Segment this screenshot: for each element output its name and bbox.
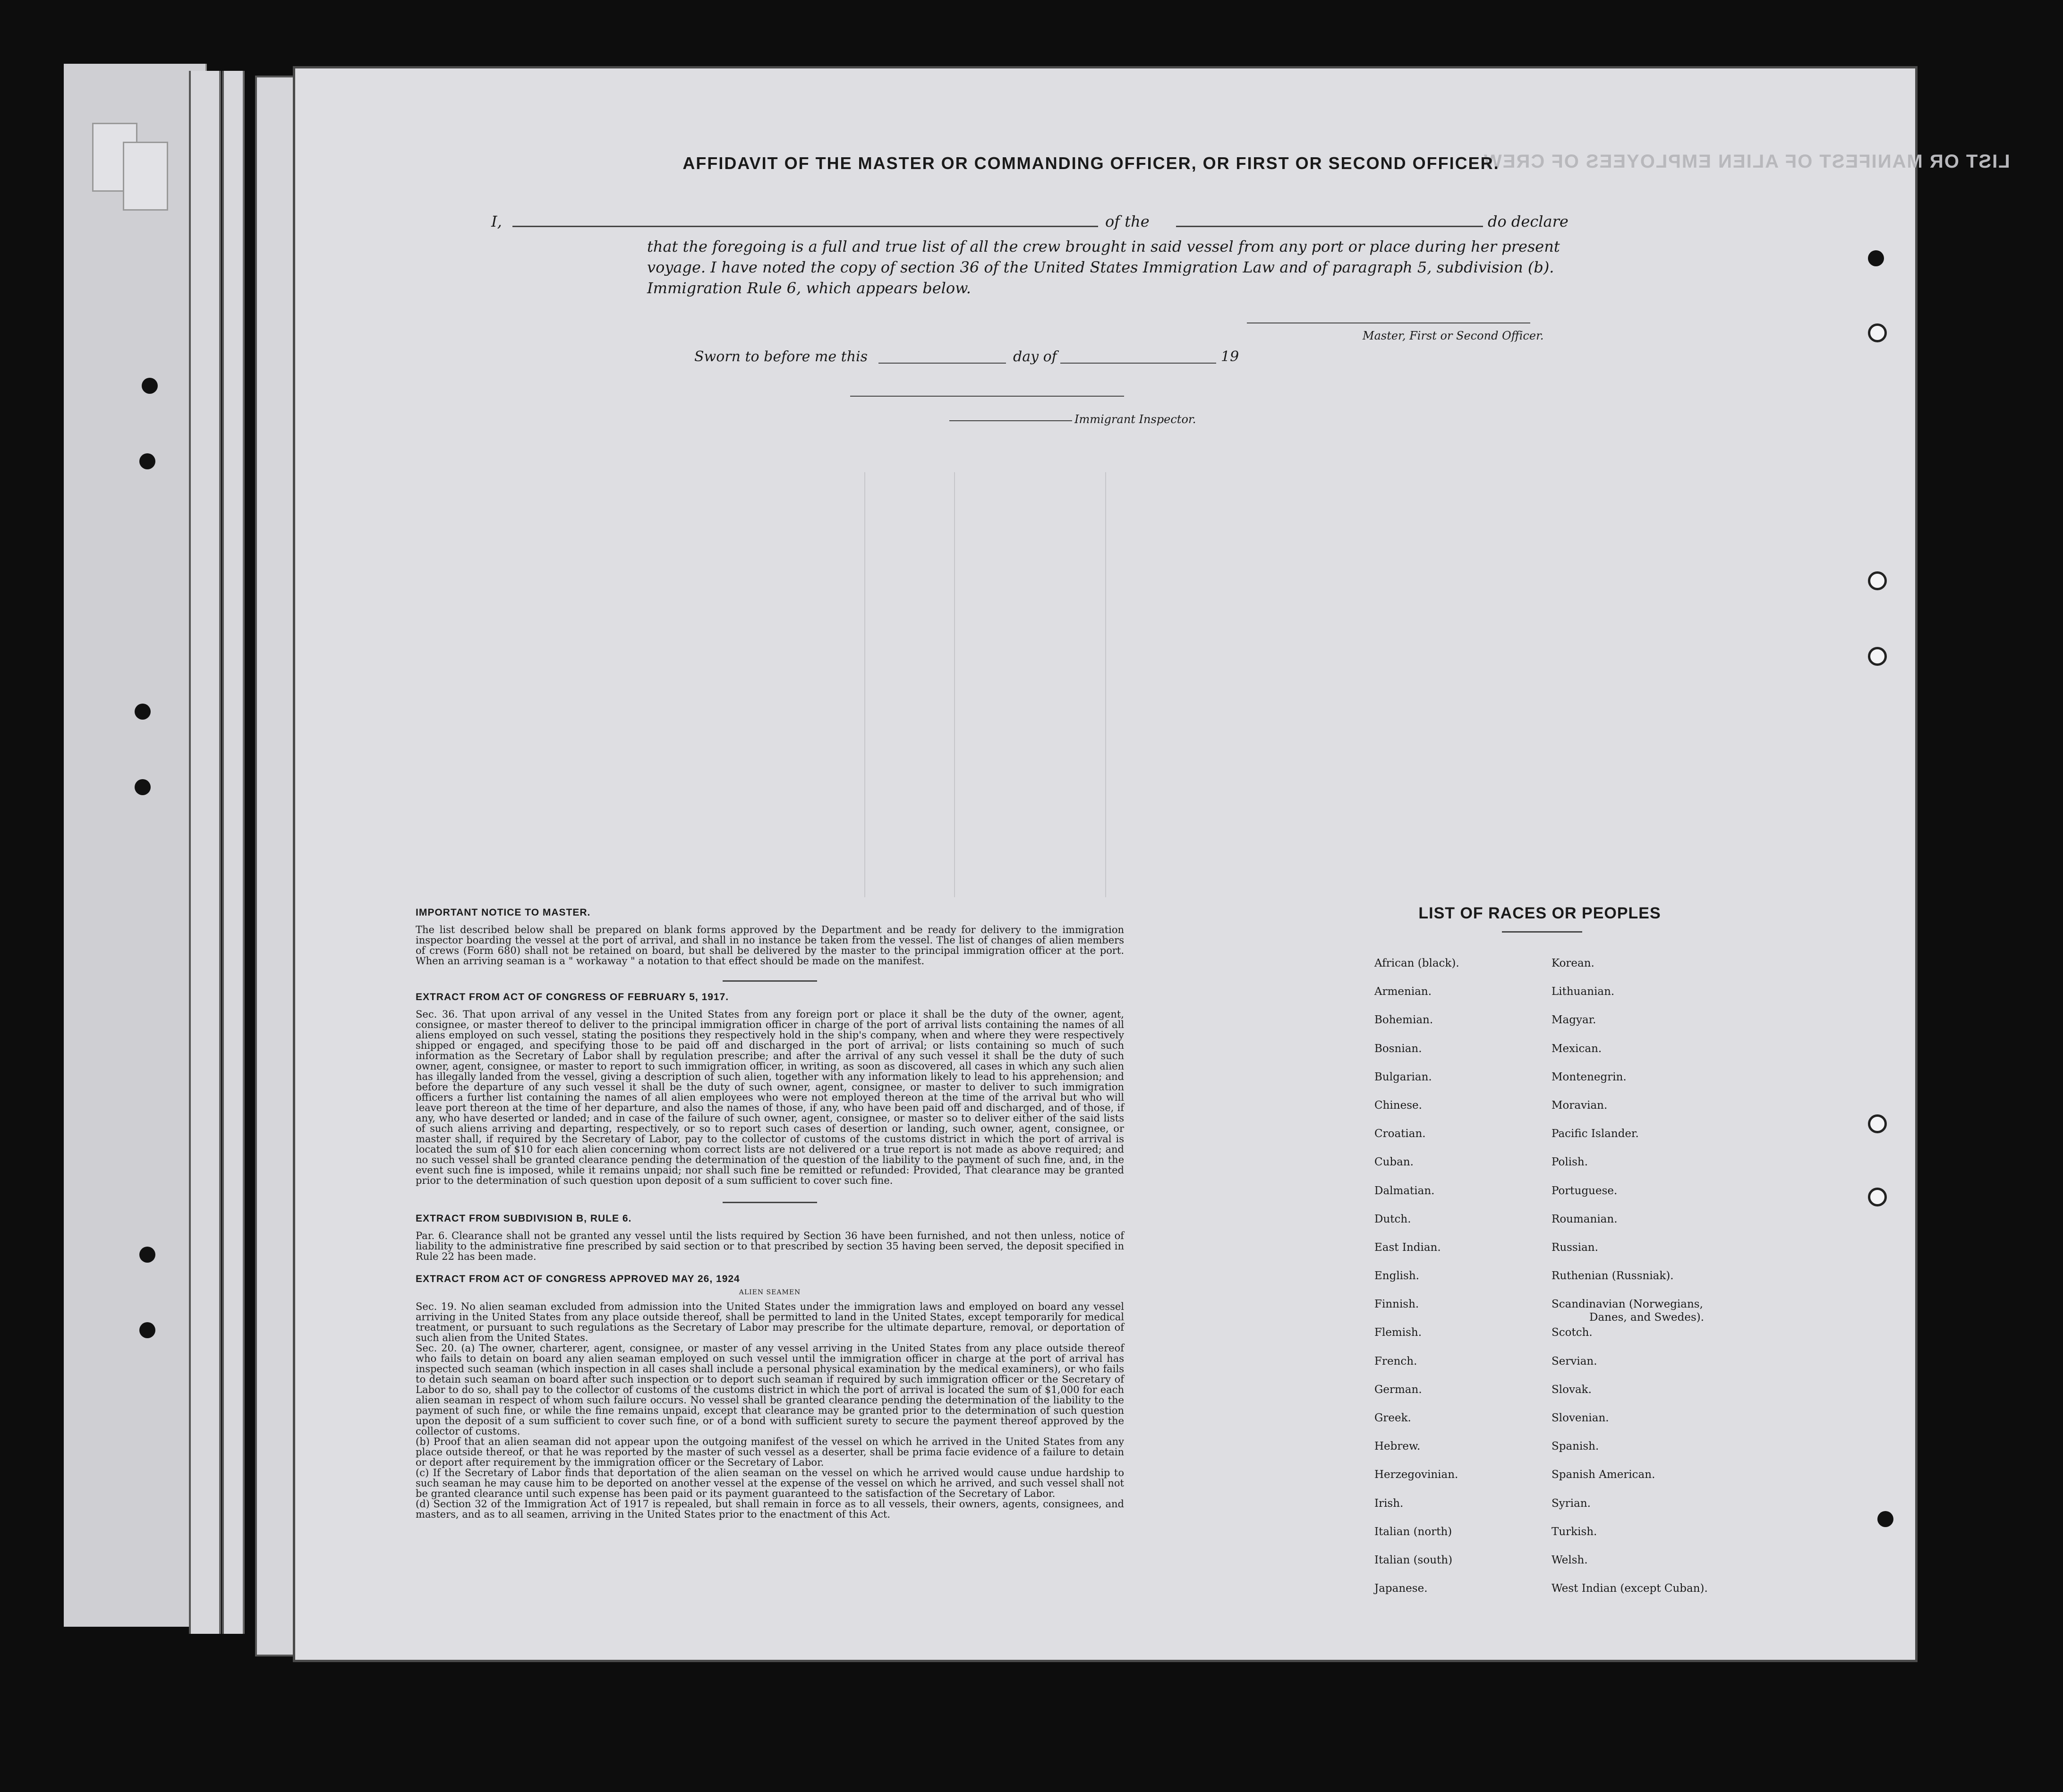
race-item: Herzegovinian. bbox=[1374, 1469, 1458, 1481]
extract-1917-title: EXTRACT FROM ACT OF CONGRESS OF FEBRUARY 5, 1917. bbox=[416, 992, 729, 1002]
race-item: Moravian. bbox=[1552, 1099, 1608, 1112]
binding-hole bbox=[135, 704, 151, 720]
races-title: LIST OF RACES OR PEOPLES bbox=[1418, 904, 1661, 922]
race-item: Syrian. bbox=[1552, 1497, 1591, 1510]
extract-1924-sec20d: (d) Section 32 of the Immigration Act of 1917 is repealed, but shall remain in force as to all vessels, their owners, agents, consignees, and masters, and as to all seamen, arriving in the United States prior to the enactment of this Act. bbox=[416, 1498, 1124, 1520]
ruling-line bbox=[954, 472, 955, 897]
race-item: Slovenian. bbox=[1552, 1412, 1609, 1424]
bleed-through-title: LIST OR MANIFEST OF ALIEN EMPLOYEES OF CREW bbox=[1483, 151, 2010, 172]
important-notice bbox=[416, 908, 1124, 1520]
race-item: Korean. bbox=[1552, 957, 1594, 969]
extract-1924-title: EXTRACT FROM ACT OF CONGRESS APPROVED MAY 26, 1924 bbox=[416, 1274, 740, 1284]
race-item: Bosnian. bbox=[1374, 1042, 1422, 1055]
affidavit-title: AFFIDAVIT OF THE MASTER OR COMMANDING OFFICER, OR FIRST OR SECOND OFFICER. bbox=[682, 153, 1500, 173]
races-right-column bbox=[1552, 956, 1708, 1610]
do-declare-label: do declare bbox=[1488, 212, 1569, 230]
affidavit-line: voyage. I have noted the copy of section 36 of the United States Immigration Law and of paragraph 5, subdivision (b). bbox=[647, 258, 1554, 276]
extract-1924-sec20b: (b) Proof that an alien seaman did not appear upon the outgoing manifest of the vessel on which he arrived in the United States from any place outside thereof, or that he was reported by the master of such vessel as a deserter, shall be prima facie evidence of a failure to detain or deport after requirement by the immigration officer or the Secretary of Labor. bbox=[416, 1436, 1124, 1468]
inspector-signature-line[interactable] bbox=[850, 396, 1124, 397]
race-item: Slovak. bbox=[1552, 1383, 1592, 1396]
race-item: Polish. bbox=[1552, 1156, 1588, 1169]
race-item: Servian. bbox=[1552, 1355, 1597, 1367]
binding-hole bbox=[1868, 647, 1887, 666]
race-item: Armenian. bbox=[1374, 985, 1432, 998]
ruling-line bbox=[864, 472, 865, 897]
vessel-name-line[interactable] bbox=[1176, 226, 1483, 227]
race-item: Ruthenian (Russniak). bbox=[1552, 1270, 1674, 1282]
sheet-tab bbox=[123, 142, 168, 211]
race-item-continuation: Danes, and Swedes). bbox=[1589, 1311, 1705, 1324]
extract-1924-subtitle: ALIEN SEAMEN bbox=[739, 1289, 801, 1296]
race-item: Spanish. bbox=[1552, 1440, 1599, 1453]
sworn-label: Sworn to before me this bbox=[694, 348, 868, 365]
race-item: Pacific Islander. bbox=[1552, 1128, 1639, 1140]
race-item: Chinese. bbox=[1374, 1099, 1422, 1112]
divider bbox=[723, 980, 817, 982]
race-item: Flemish. bbox=[1374, 1326, 1422, 1339]
notice-title: IMPORTANT NOTICE TO MASTER. bbox=[416, 907, 591, 918]
race-item: Russian. bbox=[1552, 1241, 1598, 1254]
inspector-caption: Immigrant Inspector. bbox=[1074, 413, 1196, 426]
race-item: Welsh. bbox=[1552, 1554, 1588, 1566]
binding-hole bbox=[139, 1247, 155, 1263]
underlying-sheet-left bbox=[64, 64, 207, 1627]
race-item: Irish. bbox=[1374, 1497, 1404, 1510]
binding-hole bbox=[1868, 250, 1884, 266]
race-item: Japanese. bbox=[1374, 1582, 1428, 1595]
race-item: Hebrew. bbox=[1374, 1440, 1421, 1453]
race-item: Finnish. bbox=[1374, 1298, 1419, 1311]
race-item: Dutch. bbox=[1374, 1213, 1411, 1225]
extract-1924-sec20a: Sec. 20. (a) The owner, charterer, agent, consignee, or master of any vessel arriving in the United States from any place outside thereof who fails to detain on board any alien seaman employed on such vessel until the immigration officer in charge at the port of arrival has inspected such seaman (which inspection in all cases shall include a personal physical examination by the medical examiners), or who fails to detain such seaman on board after such inspection or to deport such seaman if required by such immigration officer or the Secretary of Labor to do so, shall pay to the collector of customs of the customs district in which the port of arrival is located the sum of $1,000 for each alien seaman in respect of whom such failure occurs. No vessel shall be granted clearance pending the determination of the liability to the payment of such fine, or while the fine remains unpaid, except that clearance may be granted prior to the determination of such question upon the deposit of a sum sufficient to cover such fine, or of a bond with sufficient surety to secure the payment thereof approved by the collector of customs. bbox=[416, 1342, 1124, 1437]
binding-hole bbox=[1868, 1188, 1887, 1206]
race-item: Magyar. bbox=[1552, 1014, 1596, 1027]
race-item: Bulgarian. bbox=[1374, 1070, 1432, 1083]
race-item: Scotch. bbox=[1552, 1326, 1593, 1339]
notice-text: The list described below shall be prepared on blank forms approved by the Department and be ready for delivery to the immigration inspector boarding the vessel at the port of arrival, and shall in no instance be taken from the vessel. The list of changes of alien members of crews (Form 680) shall not be retained on board, but shall be delivered by the master to the principal immigration officer at the port. When an arriving seaman is a " workaway " a notation to that effect should be made on the manifest. bbox=[416, 924, 1124, 967]
sworn-month-line[interactable] bbox=[1060, 363, 1216, 364]
race-item: Montenegrin. bbox=[1552, 1070, 1627, 1083]
binding-strip bbox=[222, 71, 245, 1634]
race-item: African (black). bbox=[1374, 957, 1459, 969]
race-item: Roumanian. bbox=[1552, 1213, 1618, 1225]
race-item: Italian (north) bbox=[1374, 1525, 1452, 1538]
race-item: Mexican. bbox=[1552, 1042, 1602, 1055]
binding-hole bbox=[1868, 323, 1887, 342]
sworn-day-line[interactable] bbox=[878, 363, 1006, 364]
race-item: English. bbox=[1374, 1270, 1419, 1282]
binding-hole bbox=[1868, 571, 1887, 590]
race-item: Turkish. bbox=[1552, 1525, 1597, 1538]
race-item: French. bbox=[1374, 1355, 1417, 1367]
binding-hole bbox=[142, 378, 158, 394]
extract-1917-text: Sec. 36. That upon arrival of any vessel in the United States from any foreign port or place it shall be the duty of the owner, agent, consignee, or master thereof to deliver to the principal immigration officer in charge of the port of arrival lists containing the names of all aliens employed on such vessel, stating the positions they respectively hold in the ship's company, when and where they were respectively shipped or engaged, and specifying those to be paid off and discharged in the port of arrival; or lists containing so much of such information as the Secretary of Labor shall by regulation prescribe; and after the arrival of any such vessel it shall be the duty of such owner, agent, consignee, or master to report to such immigration officer, in writing, as soon as discovered, all cases in which any such alien has illegally landed from the vessel, giving a description of such alien, together with any information likely to lead to his apprehension; and before the departure of any such vessel it shall be the duty of such owner, agent, consignee, or master to deliver to such immigration officers a further list containing the names of all alien employees who were not employed thereon at the time of the arrival but who will leave port thereon at the time of her departure, and also the names of those, if any, who have been paid off and discharged, and of those, if any, who have deserted or landed; and in case of the failure of such owner, agent, consignee, or master so to deliver either of the said lists of such aliens arriving and departing, respectively, or so to report such cases of desertion or landing, such owner, agent, consignee, or master shall, if required by the Secretary of Labor, pay to the collector of customs of the customs district in which the port of arrival is located the sum of $10 for each alien concerning whom correct lists are not delivered or a true report is not made as above required; and no such vessel shall be granted clearance pending the determination of the question of the liability to the payment of such fine, and, in the event such fine is imposed, while it remains unpaid; nor shall such fine be remitted or refunded: Provided, That clearance may be granted prior to the determination of such question upon deposit of a sum sufficient to cover such fine. bbox=[416, 1009, 1124, 1186]
affidavit-line: Immigration Rule 6, which appears below. bbox=[647, 279, 971, 297]
day-of-label: day of bbox=[1013, 348, 1057, 365]
race-item: Cuban. bbox=[1374, 1156, 1414, 1169]
race-item: West Indian (except Cuban). bbox=[1552, 1582, 1708, 1595]
extract-rule6-title: EXTRACT FROM SUBDIVISION B, RULE 6. bbox=[416, 1213, 632, 1224]
affiant-label: I, bbox=[491, 212, 502, 230]
binding-strip bbox=[189, 71, 221, 1634]
binding-hole bbox=[139, 453, 155, 469]
race-item: East Indian. bbox=[1374, 1241, 1441, 1254]
year-prefix: 19 bbox=[1221, 348, 1239, 365]
divider bbox=[1502, 931, 1582, 933]
inspector-name-line[interactable] bbox=[949, 420, 1072, 421]
binding-hole bbox=[1868, 1114, 1887, 1133]
extract-rule6-text: Par. 6. Clearance shall not be granted any vessel until the lists required by Section 36 have been furnished, and not then unless, notice of liability to the administrative fine prescribed by said section or to that prescribed by section 35 having been served, the deposit specified in Rule 22 has been made. bbox=[416, 1230, 1124, 1262]
races-left-column bbox=[1374, 956, 1459, 1610]
affidavit-body bbox=[647, 236, 1573, 298]
of-the-label: of the bbox=[1105, 212, 1150, 230]
affidavit-line: that the foregoing is a full and true list of all the crew brought in said vessel from any port or place during her present bbox=[647, 238, 1560, 255]
extract-1924-sec20c: (c) If the Secretary of Labor finds that deportation of the alien seaman on the vessel on which he arrived would cause undue hardship to such seaman he may cause him to be deported on another vessel at the expense of the vessel on which he arrived, and such vessel shall not be granted clearance until such expense has been paid or its payment guaranteed to the satisfaction of the Secretary of Labor. bbox=[416, 1467, 1124, 1499]
binding-hole bbox=[135, 779, 151, 795]
race-item: Italian (south) bbox=[1374, 1554, 1453, 1566]
binding-hole bbox=[139, 1322, 155, 1338]
race-item: Portuguese. bbox=[1552, 1184, 1618, 1197]
race-item: Dalmatian. bbox=[1374, 1184, 1435, 1197]
affiant-name-line[interactable] bbox=[512, 226, 1098, 227]
race-item: Bohemian. bbox=[1374, 1014, 1433, 1027]
race-item: Lithuanian. bbox=[1552, 985, 1615, 998]
officer-signature-caption: Master, First or Second Officer. bbox=[1363, 329, 1544, 342]
race-item: Spanish American. bbox=[1552, 1469, 1655, 1481]
race-item: Greek. bbox=[1374, 1412, 1411, 1424]
race-item: German. bbox=[1374, 1383, 1422, 1396]
divider bbox=[723, 1202, 817, 1203]
race-item: Croatian. bbox=[1374, 1128, 1426, 1140]
ruling-line bbox=[1105, 472, 1106, 897]
race-item: Scandinavian (Norwegians, Danes, and Swedes). bbox=[1552, 1297, 1708, 1325]
extract-1924-sec19: Sec. 19. No alien seaman excluded from admission into the United States under the immigration laws and employed on board any vessel arriving in the United States from any place outside thereof, shall be permitted to land in the United States, except temporarily for medical treatment, or pursuant to such regulations as the Secretary of Labor may prescribe for the ultimate departure, removal, or deportation of such alien from the United States. bbox=[416, 1301, 1124, 1343]
binding-hole bbox=[1877, 1511, 1893, 1527]
